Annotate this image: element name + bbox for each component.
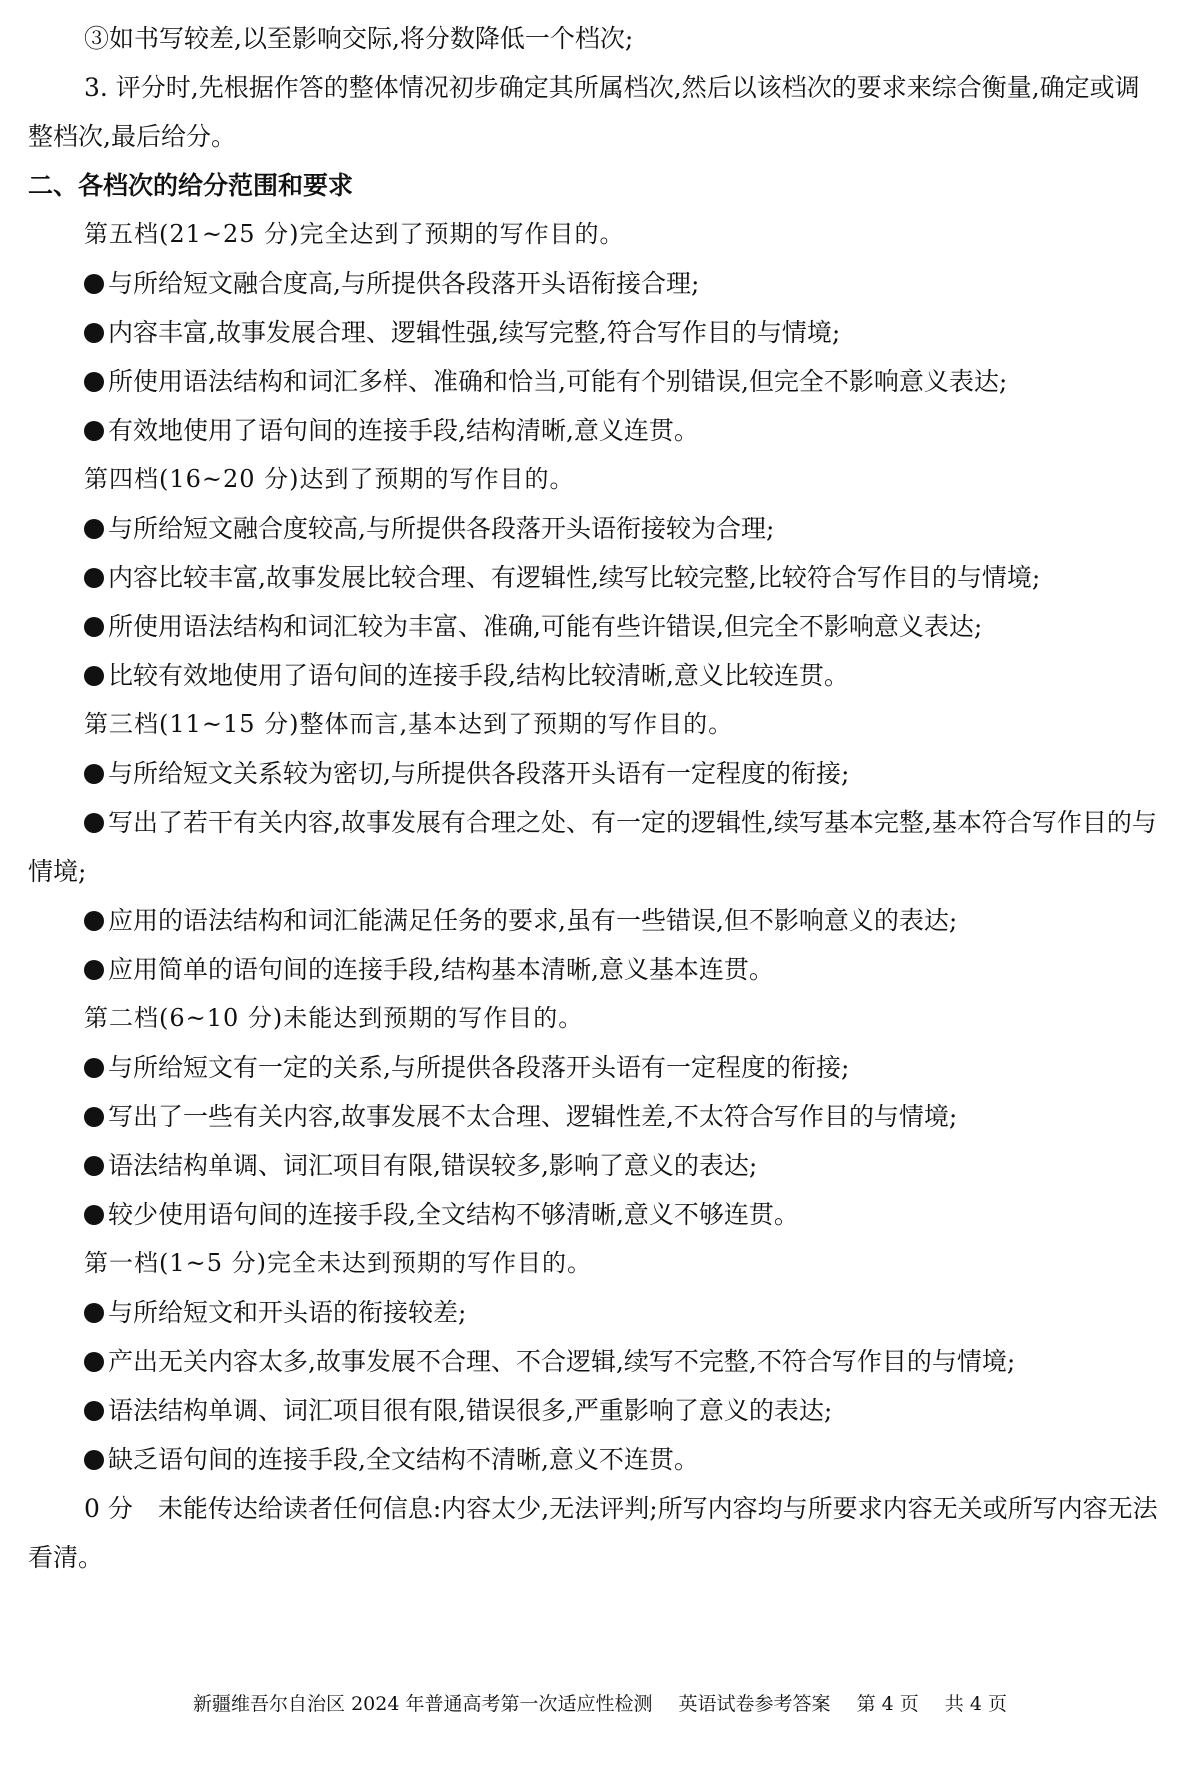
bullet-icon bbox=[84, 1303, 104, 1323]
tier-item: 语法结构单调、词汇项目很有限,错误很多,严重影响了意义的表达; bbox=[28, 1386, 1164, 1435]
page-footer bbox=[0, 1690, 1200, 1718]
bullet-icon bbox=[84, 617, 104, 637]
bullet-icon bbox=[84, 1401, 104, 1421]
document-body bbox=[28, 14, 1164, 1582]
tier-item: 与所给短文和开头语的衔接较差; bbox=[28, 1288, 1164, 1337]
bullet-icon bbox=[84, 421, 104, 441]
section-heading: 二、各档次的给分范围和要求 bbox=[28, 171, 354, 200]
tier-item: 比较有效地使用了语句间的连接手段,结构比较清晰,意义比较连贯。 bbox=[28, 651, 1164, 700]
bullet-icon bbox=[84, 813, 104, 833]
tier-title: 第三档(11~15 分)整体而言,基本达到了预期的写作目的。 bbox=[84, 710, 734, 738]
bullet-icon bbox=[84, 372, 104, 392]
tier-item: 与所给短文关系较为密切,与所提供各段落开头语有一定程度的衔接; bbox=[28, 749, 1164, 798]
tier-title: 第二档(6~10 分)未能达到预期的写作目的。 bbox=[84, 1004, 584, 1032]
bullet-icon bbox=[84, 666, 104, 686]
intro-line-1: ③如书写较差,以至影响交际,将分数降低一个档次; bbox=[84, 24, 634, 53]
bullet-icon bbox=[84, 1450, 104, 1470]
bullet-icon bbox=[84, 323, 104, 343]
intro-line-2: 3. 评分时,先根据作答的整体情况初步确定其所属档次,然后以该档次的要求来综合衡量,确定或调整档次,最后给分。 bbox=[28, 73, 1140, 151]
tier-item: 与所给短文融合度高,与所提供各段落开头语衔接合理; bbox=[28, 259, 1164, 308]
tier-item: 与所给短文融合度较高,与所提供各段落开头语衔接较为合理; bbox=[28, 504, 1164, 553]
bullet-icon bbox=[84, 764, 104, 784]
footer-total-pages: 共 4 页 bbox=[944, 1693, 1007, 1715]
tier-item: 语法结构单调、词汇项目有限,错误较多,影响了意义的表达; bbox=[28, 1141, 1164, 1190]
bullet-icon bbox=[84, 274, 104, 294]
footer-subject: 英语试卷参考答案 bbox=[678, 1693, 831, 1715]
tier-item: 缺乏语句间的连接手段,全文结构不清晰,意义不连贯。 bbox=[28, 1435, 1164, 1484]
footer-page-number: 第 4 页 bbox=[856, 1693, 919, 1715]
bullet-icon bbox=[84, 1058, 104, 1078]
tier-item: 所使用语法结构和词汇多样、准确和恰当,可能有个别错误,但完全不影响意义表达; bbox=[28, 357, 1164, 406]
tier-item: 有效地使用了语句间的连接手段,结构清晰,意义连贯。 bbox=[28, 406, 1164, 455]
bullet-icon bbox=[84, 911, 104, 931]
tier-item: 内容比较丰富,故事发展比较合理、有逻辑性,续写比较完整,比较符合写作目的与情境; bbox=[28, 553, 1164, 602]
footer-exam-title: 新疆维吾尔自治区 2024 年普通高考第一次适应性检测 bbox=[193, 1693, 653, 1715]
tier-item: 应用的语法结构和词汇能满足任务的要求,虽有一些错误,但不影响意义的表达; bbox=[28, 896, 1164, 945]
tier-title: 第一档(1~5 分)完全未达到预期的写作目的。 bbox=[84, 1249, 593, 1277]
bullet-icon bbox=[84, 568, 104, 588]
tier-item: 产出无关内容太多,故事发展不合理、不合逻辑,续写不完整,不符合写作目的与情境; bbox=[28, 1337, 1164, 1386]
tier-item: 所使用语法结构和词汇较为丰富、准确,可能有些许错误,但完全不影响意义表达; bbox=[28, 602, 1164, 651]
tier-item: 较少使用语句间的连接手段,全文结构不够清晰,意义不够连贯。 bbox=[28, 1190, 1164, 1239]
bullet-icon bbox=[84, 1352, 104, 1372]
tier-item: 与所给短文有一定的关系,与所提供各段落开头语有一定程度的衔接; bbox=[28, 1043, 1164, 1092]
tier-item: 内容丰富,故事发展合理、逻辑性强,续写完整,符合写作目的与情境; bbox=[28, 308, 1164, 357]
bullet-icon bbox=[84, 519, 104, 539]
bullet-icon bbox=[84, 1156, 104, 1176]
tier-item: 写出了一些有关内容,故事发展不太合理、逻辑性差,不太符合写作目的与情境; bbox=[28, 1092, 1164, 1141]
tier-item: 应用简单的语句间的连接手段,结构基本清晰,意义基本连贯。 bbox=[28, 945, 1164, 994]
zero-score-note: 0 分 未能传达给读者任何信息:内容太少,无法评判;所写内容均与所要求内容无关或所写内容无法看清。 bbox=[28, 1494, 1158, 1572]
bullet-icon bbox=[84, 1107, 104, 1127]
tier-title: 第五档(21~25 分)完全达到了预期的写作目的。 bbox=[84, 220, 625, 248]
bullet-icon bbox=[84, 960, 104, 980]
bullet-icon bbox=[84, 1205, 104, 1225]
tier-item: 写出了若干有关内容,故事发展有合理之处、有一定的逻辑性,续写基本完整,基本符合写作目的与情境; bbox=[28, 808, 1157, 886]
tier-title: 第四档(16~20 分)达到了预期的写作目的。 bbox=[84, 465, 575, 493]
